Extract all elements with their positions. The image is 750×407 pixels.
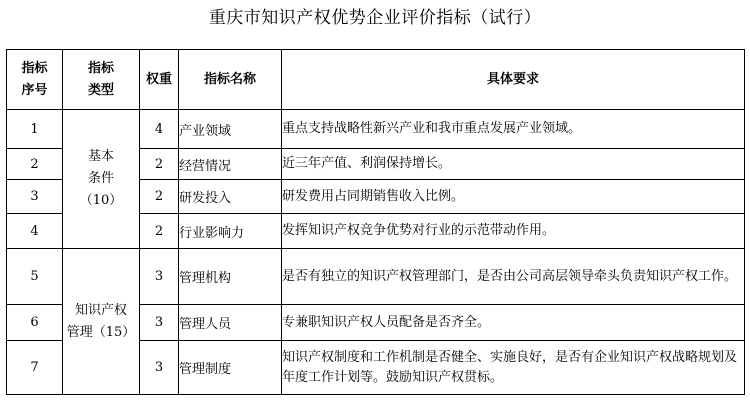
row-index: 6: [7, 305, 63, 341]
row-requirement: 近三年产值、利润保持增长。: [282, 149, 745, 180]
row-requirement: 研发费用占同期销售收入比例。: [282, 180, 745, 214]
row-index: 2: [7, 149, 63, 180]
row-index: 4: [7, 214, 63, 249]
header-requirement: 具体要求: [282, 50, 745, 110]
row-requirement: 知识产权制度和工作机制是否健全、实施良好，是否有企业知识产权战略规划及年度工作计划等。鼓励知识产权贯标。: [282, 341, 745, 395]
row-requirement: 是否有独立的知识产权管理部门，是否由公司高层领导牵头负责知识产权工作。: [282, 249, 745, 305]
row-weight: 2: [140, 180, 179, 214]
table-row: [7, 249, 745, 305]
row-weight: 2: [140, 214, 179, 249]
row-indicator-name: 管理制度: [179, 341, 282, 395]
row-requirement: 重点支持战略性新兴产业和我市重点发展产业领域。: [282, 110, 745, 149]
row-index: 5: [7, 249, 63, 305]
row-indicator-name: 管理人员: [179, 305, 282, 341]
row-requirement: 发挥知识产权竞争优势对行业的示范带动作用。: [282, 214, 745, 249]
header-index: 指标 序号: [7, 50, 63, 110]
row-index: 3: [7, 180, 63, 214]
header-type: 指标 类型: [63, 50, 140, 110]
row-indicator-name: 行业影响力: [179, 214, 282, 249]
row-weight: 4: [140, 110, 179, 149]
row-weight: 2: [140, 149, 179, 180]
row-weight: 3: [140, 341, 179, 395]
category-basic-conditions: 基本 条件 （10）: [63, 110, 140, 249]
row-weight: 3: [140, 305, 179, 341]
row-indicator-name: 研发投入: [179, 180, 282, 214]
table-row: [7, 110, 745, 149]
row-indicator-name: 管理机构: [179, 249, 282, 305]
row-indicator-name: 产业领域: [179, 110, 282, 149]
table-header-row: [7, 50, 745, 110]
header-name: 指标名称: [179, 50, 282, 110]
row-weight: 3: [140, 249, 179, 305]
evaluation-indicator-table: [6, 49, 745, 395]
row-index: 1: [7, 110, 63, 149]
category-ip-management: 知识产权 管理（15）: [63, 249, 140, 395]
document-title: 重庆市知识产权优势企业评价指标（试行）: [208, 8, 542, 28]
row-requirement: 专兼职知识产权人员配备是否齐全。: [282, 305, 745, 341]
row-index: 7: [7, 341, 63, 395]
header-weight: 权重: [140, 50, 179, 110]
row-indicator-name: 经营情况: [179, 149, 282, 180]
